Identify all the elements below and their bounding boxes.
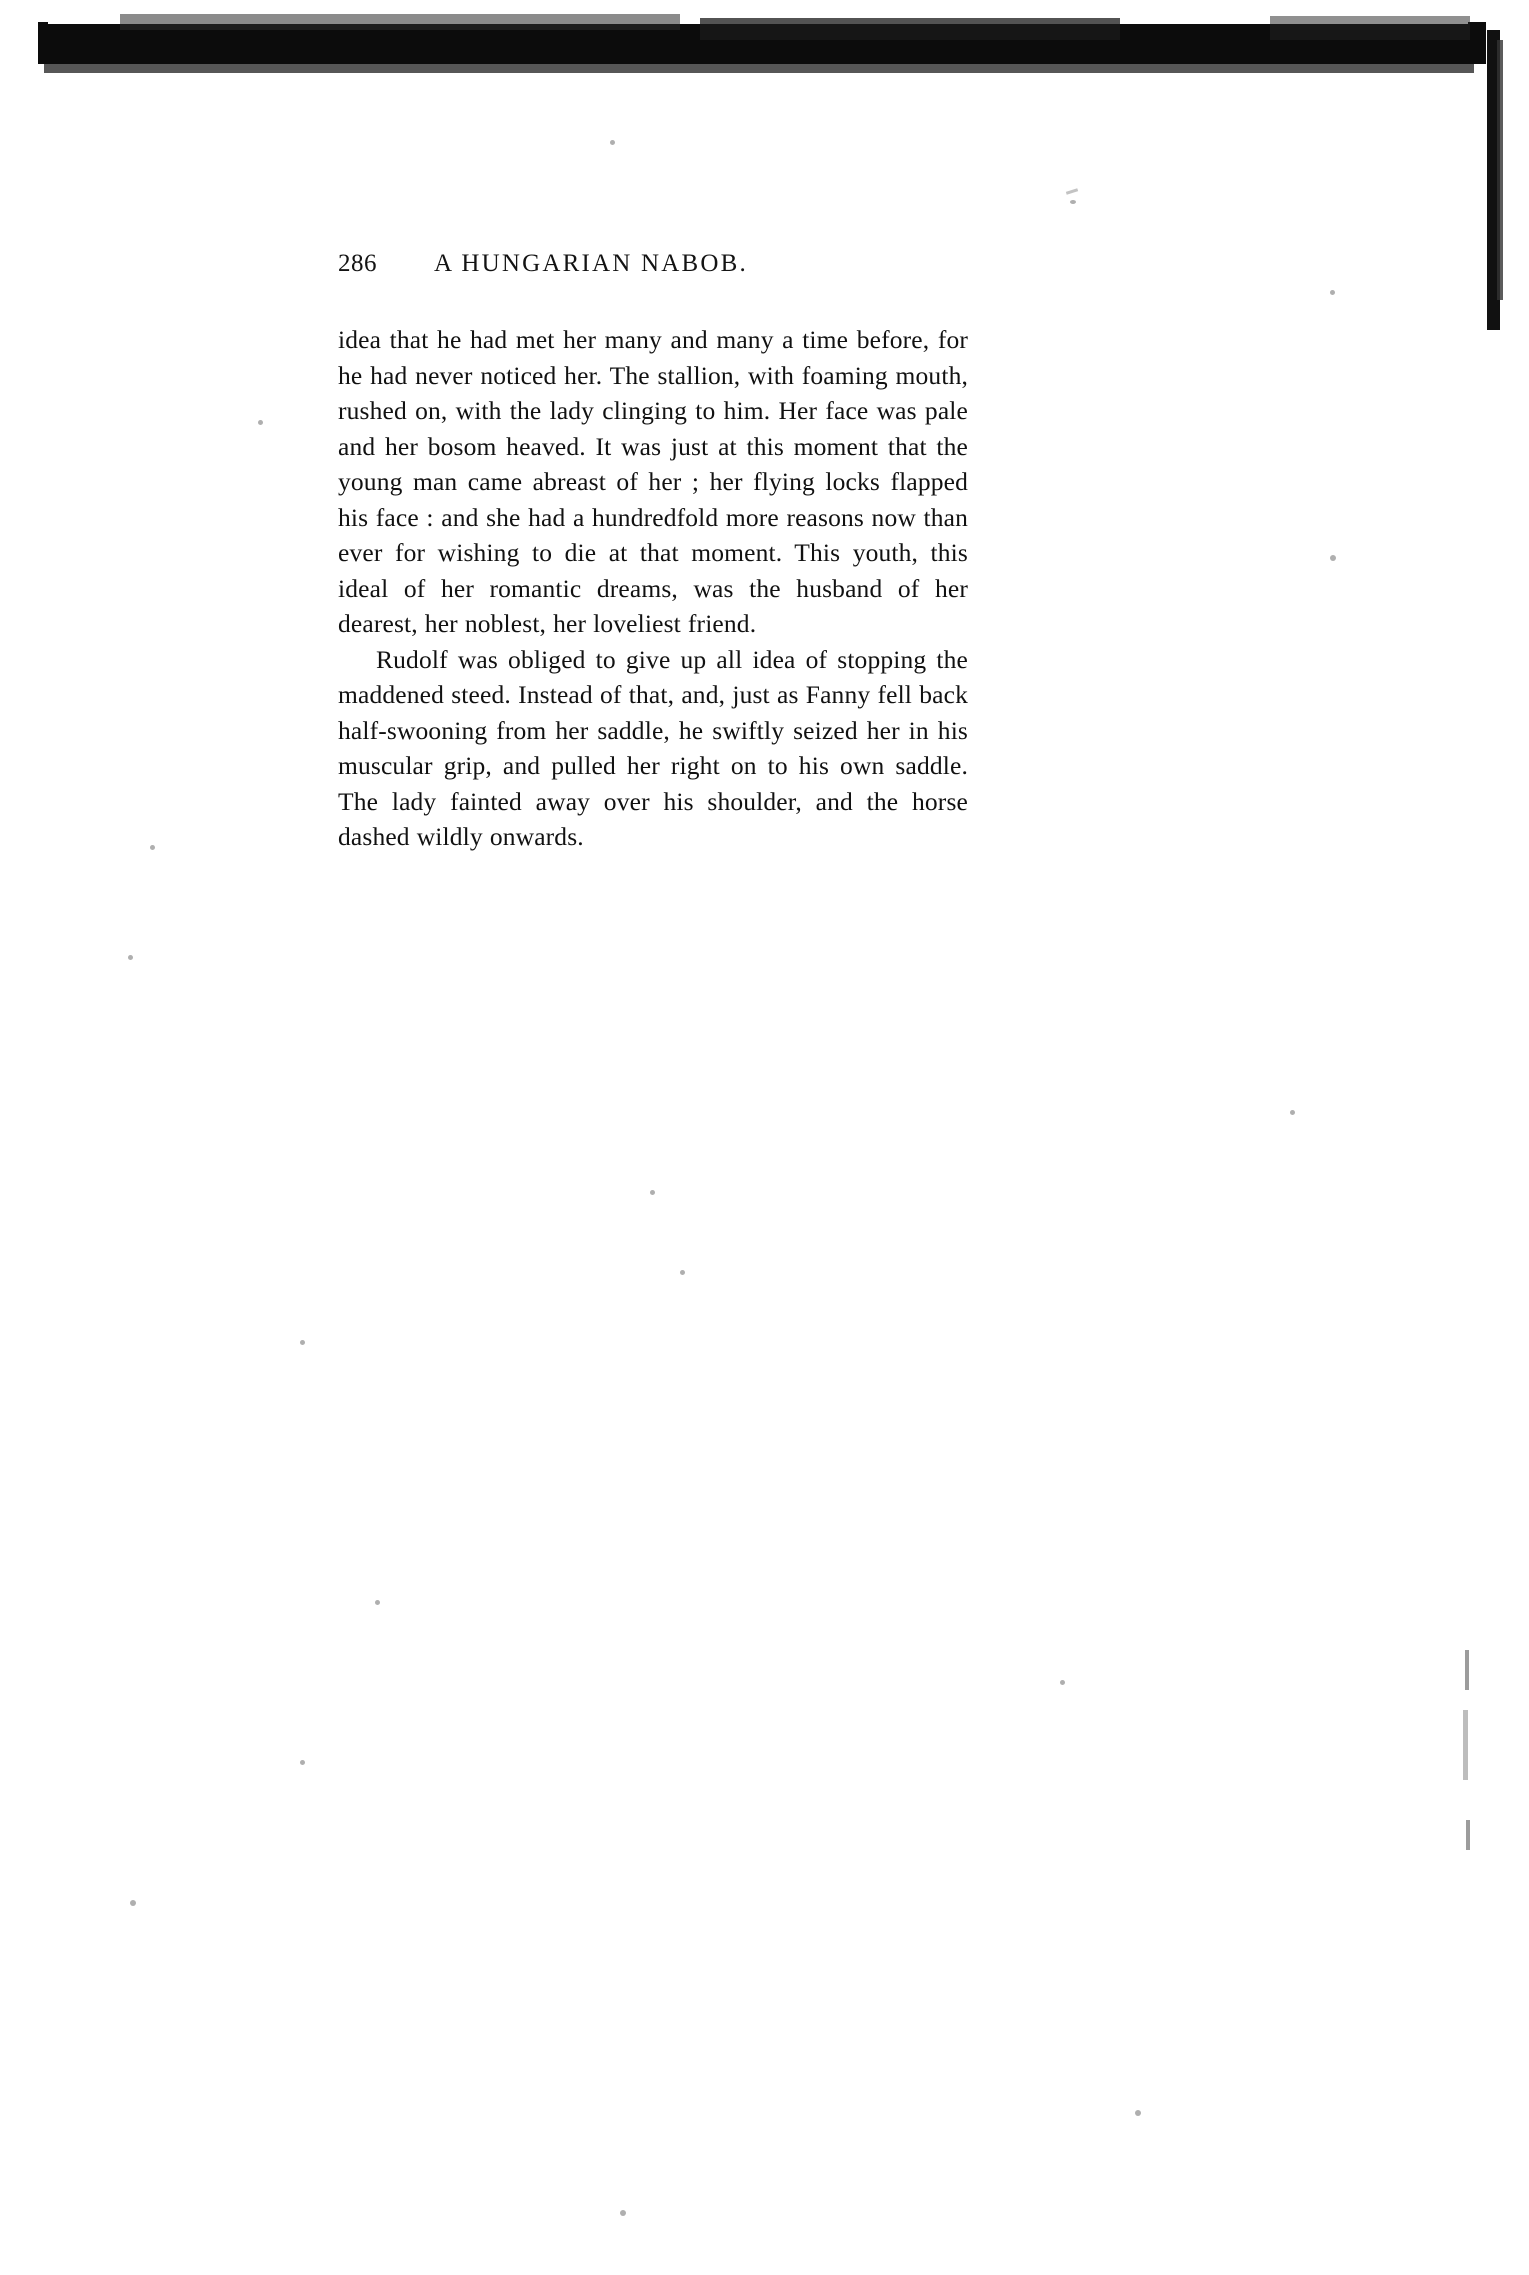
page-text-block <box>338 250 968 855</box>
paragraph: idea that he had met her many and many a time before, for he had never noticed her. The stallion, with foaming mouth, rushed on, with the lady clinging to him. Her face was pale and her bosom heaved. It was just at this moment that the young man came abreast of her ; her flying locks flapped his face : and she had a hundredfold more reasons now than ever for wishing to die at that moment. This youth, this ideal of her romantic dreams, was the husband of her dearest, her noblest, her loveliest friend. <box>338 325 968 638</box>
page-speck <box>1070 200 1076 204</box>
page-speck <box>150 845 155 850</box>
page-speck <box>650 1190 655 1195</box>
page-speck <box>258 420 263 425</box>
scan-edge-right-soft <box>1497 40 1503 300</box>
scan-edge-underline <box>44 64 1474 73</box>
scan-smudge <box>120 14 680 30</box>
running-title: A HUNGARIAN NABOB. <box>434 250 748 277</box>
page-speck <box>300 1760 305 1765</box>
page-speck <box>1330 290 1335 295</box>
scan-smudge <box>1270 16 1470 40</box>
page-speck <box>620 2210 626 2216</box>
scan-fleck <box>1466 1820 1470 1850</box>
page-speck <box>1330 555 1336 561</box>
page-speck <box>1135 2110 1141 2116</box>
scan-smudge <box>700 18 1120 40</box>
page-streak <box>1066 188 1078 195</box>
page-speck <box>1060 1680 1065 1685</box>
page-speck <box>128 955 133 960</box>
page-header <box>338 250 968 280</box>
scan-fleck <box>1463 1710 1468 1780</box>
page-speck <box>375 1600 380 1605</box>
page-speck <box>300 1340 305 1345</box>
page-speck <box>130 1900 136 1906</box>
page-speck <box>680 1270 685 1275</box>
page-speck <box>1290 1110 1295 1115</box>
page-speck <box>610 140 615 145</box>
paragraph: Rudolf was obliged to give up all idea of stopping the maddened steed. Instead of that, and, just as Fanny fell back half-swooning from her saddle, he swiftly seized her in his muscular grip, and pulled her right on to his own saddle. The lady fainted away over his shoulder, and the horse dashed wildly onwards. <box>338 644 968 851</box>
scan-fleck <box>1465 1650 1469 1690</box>
page-number: 286 <box>338 250 377 277</box>
